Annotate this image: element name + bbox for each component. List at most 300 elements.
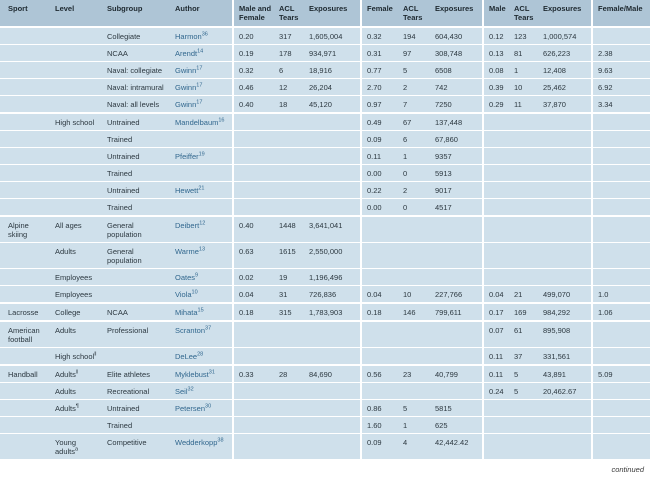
- table-row: [0, 285, 650, 302]
- cell-f_exp: 7250: [430, 95, 482, 112]
- cell-f_tears: 1: [398, 147, 430, 164]
- cell-sport: [0, 399, 50, 416]
- reference-superscript: 17: [196, 82, 203, 89]
- cell-mf_tears: [274, 416, 304, 433]
- cell-f_exp: 799,611: [430, 302, 482, 320]
- cell-level: [50, 130, 102, 147]
- cell-fm: [591, 320, 650, 347]
- cell-mf_exp: [304, 181, 360, 198]
- cell-m_rate: [482, 399, 509, 416]
- cell-subgroup: Trained: [102, 130, 170, 147]
- cell-mf_rate: [232, 181, 274, 198]
- cell-fm: [591, 347, 650, 364]
- cell-sport: [0, 285, 50, 302]
- cell-fm: [591, 382, 650, 399]
- cell-f_exp: 227,766: [430, 285, 482, 302]
- cell-mf_exp: 84,690: [304, 364, 360, 382]
- cell-f_rate: 0.49: [360, 112, 398, 130]
- reference-superscript: 17: [196, 65, 203, 72]
- cell-f_tears: 2: [398, 181, 430, 198]
- table-row: [0, 95, 650, 112]
- reference-superscript: 14: [197, 48, 204, 55]
- cell-level: Adults¶: [50, 399, 102, 416]
- cell-level: All ages: [50, 215, 102, 242]
- cell-f_rate: 0.97: [360, 95, 398, 112]
- cell-level: Young adults$^a$: [50, 433, 102, 459]
- cell-mf_tears: 178: [274, 44, 304, 61]
- cell-m_tears: 123: [509, 26, 538, 44]
- cell-m_exp: 37,870: [538, 95, 591, 112]
- cell-m_rate: [482, 242, 509, 268]
- cell-author[interactable]: Harmon$^{36}$: [170, 26, 232, 44]
- cell-f_rate: 1.60: [360, 416, 398, 433]
- table-row: [0, 181, 650, 198]
- cell-f_tears: 7: [398, 95, 430, 112]
- cell-m_tears: 21: [509, 285, 538, 302]
- cell-fm: 1.0: [591, 285, 650, 302]
- cell-mf_rate: [232, 320, 274, 347]
- cell-mf_tears: [274, 130, 304, 147]
- cell-f_tears: [398, 242, 430, 268]
- cell-mf_tears: 12: [274, 78, 304, 95]
- cell-mf_rate: [232, 433, 274, 459]
- cell-m_tears: [509, 130, 538, 147]
- cell-mf_rate: [232, 399, 274, 416]
- cell-subgroup: Competitive: [102, 433, 170, 459]
- cell-level: Adults: [50, 242, 102, 268]
- cell-fm: 5.09: [591, 364, 650, 382]
- cell-f_rate: [360, 215, 398, 242]
- cell-mf_rate: [232, 198, 274, 215]
- table-row: [0, 382, 650, 399]
- cell-mf_exp: 3,641,041: [304, 215, 360, 242]
- cell-f_exp: 40,799: [430, 364, 482, 382]
- cell-m_rate: [482, 268, 509, 285]
- cell-m_tears: [509, 215, 538, 242]
- cell-fm: [591, 416, 650, 433]
- cell-m_rate: [482, 416, 509, 433]
- cell-mf_rate: 0.18: [232, 302, 274, 320]
- cell-f_rate: [360, 320, 398, 347]
- cell-f_tears: 1: [398, 416, 430, 433]
- table-row: [0, 164, 650, 181]
- cell-mf_rate: 0.04: [232, 285, 274, 302]
- table-row: [0, 399, 650, 416]
- cell-author[interactable]: Hewett$^{21}$: [170, 181, 232, 198]
- cell-mf_tears: [274, 147, 304, 164]
- cell-m_rate: 0.24: [482, 382, 509, 399]
- cell-f_exp: 5815: [430, 399, 482, 416]
- cell-m_tears: 5: [509, 364, 538, 382]
- reference-superscript: 12: [199, 220, 206, 227]
- table-row: [0, 198, 650, 215]
- cell-mf_rate: 0.33: [232, 364, 274, 382]
- cell-subgroup: Collegiate: [102, 26, 170, 44]
- column-header-0: Sport: [0, 0, 50, 26]
- column-header-7: Female: [360, 0, 398, 26]
- reference-superscript: 38: [217, 437, 224, 444]
- cell-mf_tears: [274, 347, 304, 364]
- cell-mf_rate: [232, 416, 274, 433]
- cell-author[interactable]: Seil$^{32}$: [170, 382, 232, 399]
- cell-f_rate: 0.22: [360, 181, 398, 198]
- cell-level: [50, 78, 102, 95]
- cell-fm: [591, 181, 650, 198]
- cell-m_exp: 1,000,574: [538, 26, 591, 44]
- cell-f_exp: 137,448: [430, 112, 482, 130]
- cell-level: Adults‖: [50, 364, 102, 382]
- table-row: [0, 364, 650, 382]
- cell-mf_rate: 0.02: [232, 268, 274, 285]
- column-header-10: Male: [482, 0, 509, 26]
- cell-m_exp: [538, 242, 591, 268]
- cell-level: Employees: [50, 285, 102, 302]
- cell-author[interactable]: Myklebust$^{31}$: [170, 364, 232, 382]
- cell-subgroup: Untrained: [102, 112, 170, 130]
- cell-m_exp: [538, 215, 591, 242]
- cell-f_tears: [398, 347, 430, 364]
- cell-m_exp: [538, 433, 591, 459]
- column-header-8: ACL Tears: [398, 0, 430, 26]
- cell-sport: [0, 26, 50, 44]
- cell-mf_rate: 0.20: [232, 26, 274, 44]
- cell-subgroup: Professional: [102, 320, 170, 347]
- cell-f_exp: 9357: [430, 147, 482, 164]
- cell-fm: [591, 164, 650, 181]
- cell-f_rate: 0.00: [360, 198, 398, 215]
- cell-m_rate: 0.17: [482, 302, 509, 320]
- cell-m_exp: [538, 416, 591, 433]
- cell-author[interactable]: DeLee$^{28}$: [170, 347, 232, 364]
- cell-m_rate: 0.12: [482, 26, 509, 44]
- cell-m_exp: [538, 130, 591, 147]
- cell-fm: 1.06: [591, 302, 650, 320]
- cell-author[interactable]: Mihata$^{15}$: [170, 302, 232, 320]
- cell-f_tears: 4: [398, 433, 430, 459]
- cell-m_rate: [482, 198, 509, 215]
- cell-f_tears: [398, 320, 430, 347]
- cell-f_exp: [430, 382, 482, 399]
- cell-subgroup: Trained: [102, 198, 170, 215]
- cell-author[interactable]: Pfeiffer$^{19}$: [170, 147, 232, 164]
- cell-m_tears: 81: [509, 44, 538, 61]
- cell-f_tears: 6: [398, 130, 430, 147]
- cell-sport: [0, 147, 50, 164]
- cell-mf_rate: [232, 130, 274, 147]
- cell-mf_exp: [304, 164, 360, 181]
- cell-level: [50, 164, 102, 181]
- cell-m_rate: 0.08: [482, 61, 509, 78]
- cell-level: High school: [50, 112, 102, 130]
- cell-sport: [0, 268, 50, 285]
- cell-m_rate: [482, 164, 509, 181]
- cell-mf_exp: [304, 399, 360, 416]
- reference-superscript: 37: [205, 325, 212, 332]
- cell-m_tears: [509, 147, 538, 164]
- cell-subgroup: Untrained: [102, 399, 170, 416]
- reference-superscript: 13: [198, 246, 206, 253]
- cell-level: [50, 416, 102, 433]
- cell-f_exp: 6508: [430, 61, 482, 78]
- continued-note: continued: [611, 465, 644, 474]
- cell-mf_tears: [274, 382, 304, 399]
- cell-f_rate: [360, 242, 398, 268]
- cell-mf_tears: 1615: [274, 242, 304, 268]
- cell-m_tears: [509, 181, 538, 198]
- cell-mf_rate: [232, 382, 274, 399]
- cell-f_rate: 0.18: [360, 302, 398, 320]
- table-header-row: [0, 0, 650, 26]
- cell-mf_tears: [274, 198, 304, 215]
- cell-sport: [0, 112, 50, 130]
- cell-subgroup: Naval: all levels: [102, 95, 170, 112]
- cell-fm: [591, 399, 650, 416]
- cell-sport: [0, 61, 50, 78]
- footnote-marker: a: [75, 446, 79, 453]
- cell-mf_exp: 934,971: [304, 44, 360, 61]
- cell-author: [170, 164, 232, 181]
- cell-m_rate: [482, 181, 509, 198]
- cell-f_rate: 0.31: [360, 44, 398, 61]
- cell-m_exp: [538, 268, 591, 285]
- cell-f_rate: 0.86: [360, 399, 398, 416]
- cell-mf_tears: 315: [274, 302, 304, 320]
- cell-level: [50, 26, 102, 44]
- cell-m_tears: [509, 198, 538, 215]
- cell-f_tears: 23: [398, 364, 430, 382]
- cell-f_rate: 0.56: [360, 364, 398, 382]
- cell-mf_exp: 1,196,496: [304, 268, 360, 285]
- cell-author[interactable]: Warme$^{13}$: [170, 242, 232, 268]
- reference-superscript: 32: [187, 386, 194, 393]
- cell-mf_rate: 0.19: [232, 44, 274, 61]
- cell-level: High school‖: [50, 347, 102, 364]
- cell-sport: [0, 181, 50, 198]
- cell-mf_rate: 0.46: [232, 78, 274, 95]
- cell-author[interactable]: Mandelbaum$^{16}$: [170, 112, 232, 130]
- cell-subgroup: Trained: [102, 164, 170, 181]
- cell-sport: [0, 95, 50, 112]
- cell-mf_tears: 317: [274, 26, 304, 44]
- reference-superscript: 30: [205, 403, 212, 410]
- cell-m_rate: [482, 130, 509, 147]
- reference-superscript: 36: [201, 31, 208, 38]
- cell-f_tears: 0: [398, 198, 430, 215]
- cell-f_tears: 0: [398, 164, 430, 181]
- cell-subgroup: NCAA: [102, 302, 170, 320]
- reference-superscript: 17: [196, 99, 203, 106]
- cell-m_tears: 37: [509, 347, 538, 364]
- cell-level: [50, 147, 102, 164]
- cell-mf_exp: [304, 130, 360, 147]
- cell-mf_tears: [274, 164, 304, 181]
- cell-mf_tears: [274, 399, 304, 416]
- table-row: [0, 433, 650, 459]
- cell-mf_rate: 0.63: [232, 242, 274, 268]
- cell-m_exp: 43,891: [538, 364, 591, 382]
- reference-superscript: 21: [198, 185, 205, 192]
- cell-level: [50, 61, 102, 78]
- cell-author[interactable]: Oates$^9$: [170, 268, 232, 285]
- table-row: [0, 302, 650, 320]
- cell-mf_rate: [232, 347, 274, 364]
- column-header-4: Male and Female: [232, 0, 274, 26]
- cell-mf_rate: [232, 164, 274, 181]
- cell-m_rate: [482, 112, 509, 130]
- table-row: [0, 320, 650, 347]
- cell-m_exp: 984,292: [538, 302, 591, 320]
- cell-sport: Alpine skiing: [0, 215, 50, 242]
- cell-subgroup: NCAA: [102, 44, 170, 61]
- cell-author[interactable]: Scranton$^{37}$: [170, 320, 232, 347]
- cell-mf_rate: 0.32: [232, 61, 274, 78]
- cell-f_exp: 308,748: [430, 44, 482, 61]
- cell-fm: [591, 147, 650, 164]
- cell-m_exp: [538, 198, 591, 215]
- cell-m_rate: [482, 147, 509, 164]
- cell-author: [170, 416, 232, 433]
- cell-author[interactable]: Wedderkopp$^{38}$: [170, 433, 232, 459]
- cell-fm: [591, 215, 650, 242]
- cell-m_exp: [538, 164, 591, 181]
- cell-m_tears: 5: [509, 382, 538, 399]
- cell-mf_exp: [304, 433, 360, 459]
- cell-subgroup: Recreational: [102, 382, 170, 399]
- cell-f_exp: [430, 320, 482, 347]
- column-header-6: Exposures: [304, 0, 360, 26]
- cell-fm: [591, 268, 650, 285]
- cell-m_exp: 331,561: [538, 347, 591, 364]
- cell-mf_tears: 28: [274, 364, 304, 382]
- cell-sport: [0, 198, 50, 215]
- reference-superscript: 9: [195, 272, 199, 279]
- cell-author[interactable]: Viola$^{10}$: [170, 285, 232, 302]
- cell-m_rate: 0.39: [482, 78, 509, 95]
- cell-mf_rate: [232, 112, 274, 130]
- cell-f_exp: 742: [430, 78, 482, 95]
- cell-level: [50, 181, 102, 198]
- cell-mf_tears: [274, 181, 304, 198]
- cell-fm: [591, 198, 650, 215]
- cell-m_tears: 1: [509, 61, 538, 78]
- cell-m_exp: 25,462: [538, 78, 591, 95]
- cell-author[interactable]: Deibert$^{12}$: [170, 215, 232, 242]
- cell-author[interactable]: Petersen$^{30}$: [170, 399, 232, 416]
- cell-level: [50, 44, 102, 61]
- reference-superscript: 28: [197, 351, 204, 358]
- reference-superscript: 10: [191, 289, 198, 296]
- cell-m_rate: 0.11: [482, 347, 509, 364]
- table-row: [0, 61, 650, 78]
- cell-author[interactable]: Gwinn$^{17}$: [170, 61, 232, 78]
- cell-m_rate: [482, 215, 509, 242]
- cell-f_tears: 67: [398, 112, 430, 130]
- cell-f_rate: [360, 382, 398, 399]
- cell-level: [50, 95, 102, 112]
- cell-subgroup: Trained: [102, 416, 170, 433]
- cell-fm: [591, 26, 650, 44]
- cell-f_exp: [430, 268, 482, 285]
- cell-author[interactable]: Gwinn$^{17}$: [170, 95, 232, 112]
- cell-m_tears: [509, 112, 538, 130]
- cell-m_exp: [538, 399, 591, 416]
- cell-mf_rate: 0.40: [232, 215, 274, 242]
- table-row: [0, 78, 650, 95]
- cell-level: [50, 198, 102, 215]
- cell-f_tears: 146: [398, 302, 430, 320]
- table-row: [0, 242, 650, 268]
- cell-f_tears: [398, 382, 430, 399]
- cell-mf_exp: 1,605,004: [304, 26, 360, 44]
- cell-mf_tears: 1448: [274, 215, 304, 242]
- cell-f_tears: 5: [398, 399, 430, 416]
- cell-mf_exp: [304, 347, 360, 364]
- cell-author[interactable]: Gwinn$^{17}$: [170, 78, 232, 95]
- cell-subgroup: Untrained: [102, 181, 170, 198]
- cell-f_exp: 4517: [430, 198, 482, 215]
- table-row: [0, 347, 650, 364]
- cell-fm: [591, 433, 650, 459]
- table-row: [0, 130, 650, 147]
- cell-m_rate: 0.11: [482, 364, 509, 382]
- cell-m_exp: 20,462.67: [538, 382, 591, 399]
- cell-f_tears: [398, 268, 430, 285]
- cell-subgroup: [102, 268, 170, 285]
- cell-mf_tears: 19: [274, 268, 304, 285]
- column-header-13: Female/Male: [591, 0, 650, 26]
- cell-author[interactable]: Arendt$^{14}$: [170, 44, 232, 61]
- column-header-5: ACL Tears: [274, 0, 304, 26]
- cell-f_tears: 194: [398, 26, 430, 44]
- cell-subgroup: Naval: intramural: [102, 78, 170, 95]
- cell-mf_tears: [274, 433, 304, 459]
- table-row: [0, 215, 650, 242]
- table-row: [0, 44, 650, 61]
- column-header-1: Level: [50, 0, 102, 26]
- cell-f_rate: 0.09: [360, 433, 398, 459]
- cell-fm: 2.38: [591, 44, 650, 61]
- cell-f_rate: [360, 347, 398, 364]
- cell-f_tears: 97: [398, 44, 430, 61]
- table-row: [0, 268, 650, 285]
- cell-sport: [0, 382, 50, 399]
- cell-mf_tears: [274, 112, 304, 130]
- cell-level: Adults: [50, 320, 102, 347]
- cell-f_exp: 604,430: [430, 26, 482, 44]
- footnote-marker: ¶: [75, 403, 79, 410]
- column-header-3: Author: [170, 0, 232, 26]
- column-header-11: ACL Tears: [509, 0, 538, 26]
- cell-m_tears: 10: [509, 78, 538, 95]
- cell-mf_exp: 45,120: [304, 95, 360, 112]
- cell-m_exp: 12,408: [538, 61, 591, 78]
- cell-sport: [0, 44, 50, 61]
- cell-f_tears: 5: [398, 61, 430, 78]
- cell-fm: 6.92: [591, 78, 650, 95]
- cell-f_tears: 2: [398, 78, 430, 95]
- cell-author: [170, 198, 232, 215]
- cell-fm: [591, 130, 650, 147]
- cell-mf_exp: 2,550,000: [304, 242, 360, 268]
- cell-m_tears: [509, 242, 538, 268]
- cell-mf_exp: [304, 382, 360, 399]
- cell-f_rate: 0.77: [360, 61, 398, 78]
- cell-m_exp: [538, 181, 591, 198]
- reference-superscript: 31: [208, 369, 215, 376]
- cell-f_rate: 2.70: [360, 78, 398, 95]
- reference-superscript: 15: [197, 307, 204, 314]
- cell-fm: 3.34: [591, 95, 650, 112]
